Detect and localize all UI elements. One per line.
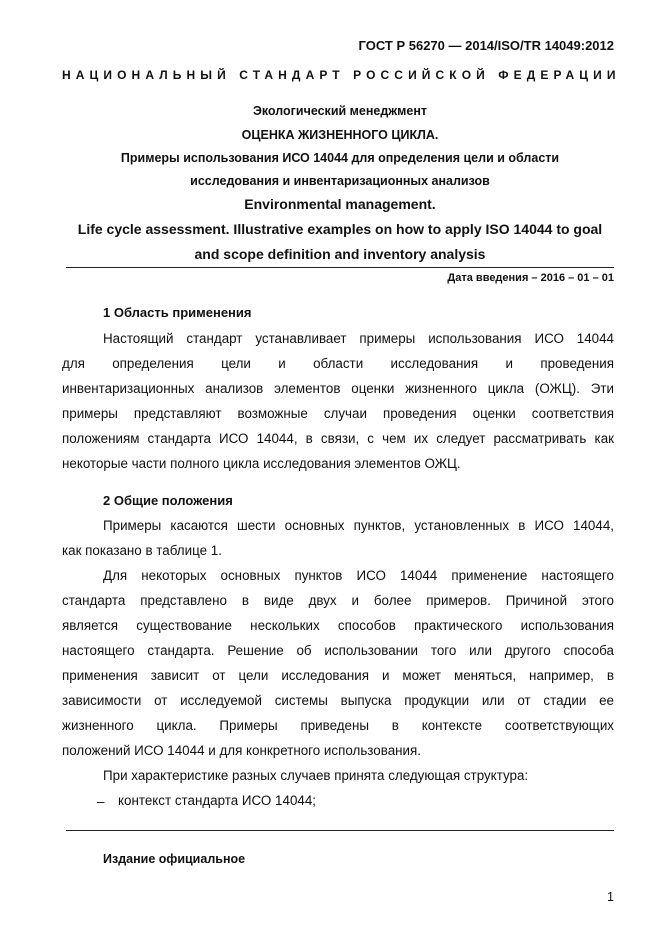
title-en-line2: Life cycle assessment. Illustrative examples on how to apply ISO 14044 to goal: [77, 221, 603, 237]
section-2-para2-line: зависимости от исследуемой системы выпуска продукции или от стадии ее: [62, 693, 614, 708]
title-ru-line2: ОЦЕНКА ЖИЗНЕННОГО ЦИКЛА.: [241, 128, 439, 142]
bullet-dash: –: [97, 794, 105, 809]
section-1-line: инвентаризационных анализов элементов оценки жизненного цикла (ОЖЦ). Эти: [62, 381, 614, 396]
section-2-para2-line: стандарта представлено в виде двух и более примеров. Причиной этого: [62, 593, 614, 608]
section-2-para3: При характеристике разных случаев принята следующая структура:: [103, 768, 529, 783]
section-2-para2-line: Для некоторых основных пунктов ИСО 14044 применение настоящего: [103, 568, 614, 583]
section-1-line: примеры представляют возможные случаи проведения оценки соответствия: [62, 406, 614, 421]
section-2-para2-line: положений ИСО 14044 и для конкретного использования.: [62, 743, 421, 758]
section-2-para2-line: применения зависит от цели исследования и может меняться, например, в: [62, 668, 614, 683]
section-2-para1-line: Примеры касаются шести основных пунктов, установленных в ИСО 14044,: [103, 518, 614, 533]
title-divider: [66, 267, 614, 268]
section-2-heading: 2 Общие положения: [103, 493, 233, 508]
section-1-line: для определения цели и области исследования и проведения: [62, 356, 614, 371]
title-en-line3: and scope definition and inventory analysis: [194, 246, 486, 262]
title-ru-line1: Экологический менеджмент: [252, 104, 428, 118]
title-en-line1: Environmental management.: [244, 196, 436, 212]
section-2-para2-line: настоящего стандарта. Решение об использовании того или другого способа: [62, 643, 614, 658]
section-2-para2-line: жизненного цикла. Примеры приведены в контексте соответствующих: [62, 718, 614, 733]
section-1-line: некоторые части полного цикла исследования элементов ОЖЦ.: [62, 456, 461, 471]
national-standard-banner: НАЦИОНАЛЬНЫЙ СТАНДАРТ РОССИЙСКОЙ ФЕДЕРАЦИИ: [62, 68, 621, 82]
section-2-para1-line: как показано в таблице 1.: [62, 543, 222, 558]
title-ru-line3: Примеры использования ИСО 14044 для определения цели и области: [120, 151, 560, 165]
section-1-heading: 1 Область применения: [103, 305, 252, 320]
official-edition-label: Издание официальное: [103, 852, 246, 866]
bullet-item: контекст стандарта ИСО 14044;: [118, 793, 317, 808]
title-ru-line4: исследования и инвентаризационных анализов: [190, 174, 490, 188]
introduction-date: Дата введения – 2016 – 01 – 01: [447, 272, 614, 284]
section-1-line: положениям стандарта ИСО 14044, в связи, с чем их следует рассматривать как: [62, 431, 614, 446]
section-1-line: Настоящий стандарт устанавливает примеры использования ИСО 14044: [103, 331, 614, 346]
page-number: 1: [607, 890, 614, 904]
section-2-para2-line: является существование нескольких способов практического использования: [62, 618, 614, 633]
footer-divider: [66, 830, 614, 831]
document-code: ГОСТ Р 56270 — 2014/ISO/TR 14049:2012: [358, 38, 614, 53]
